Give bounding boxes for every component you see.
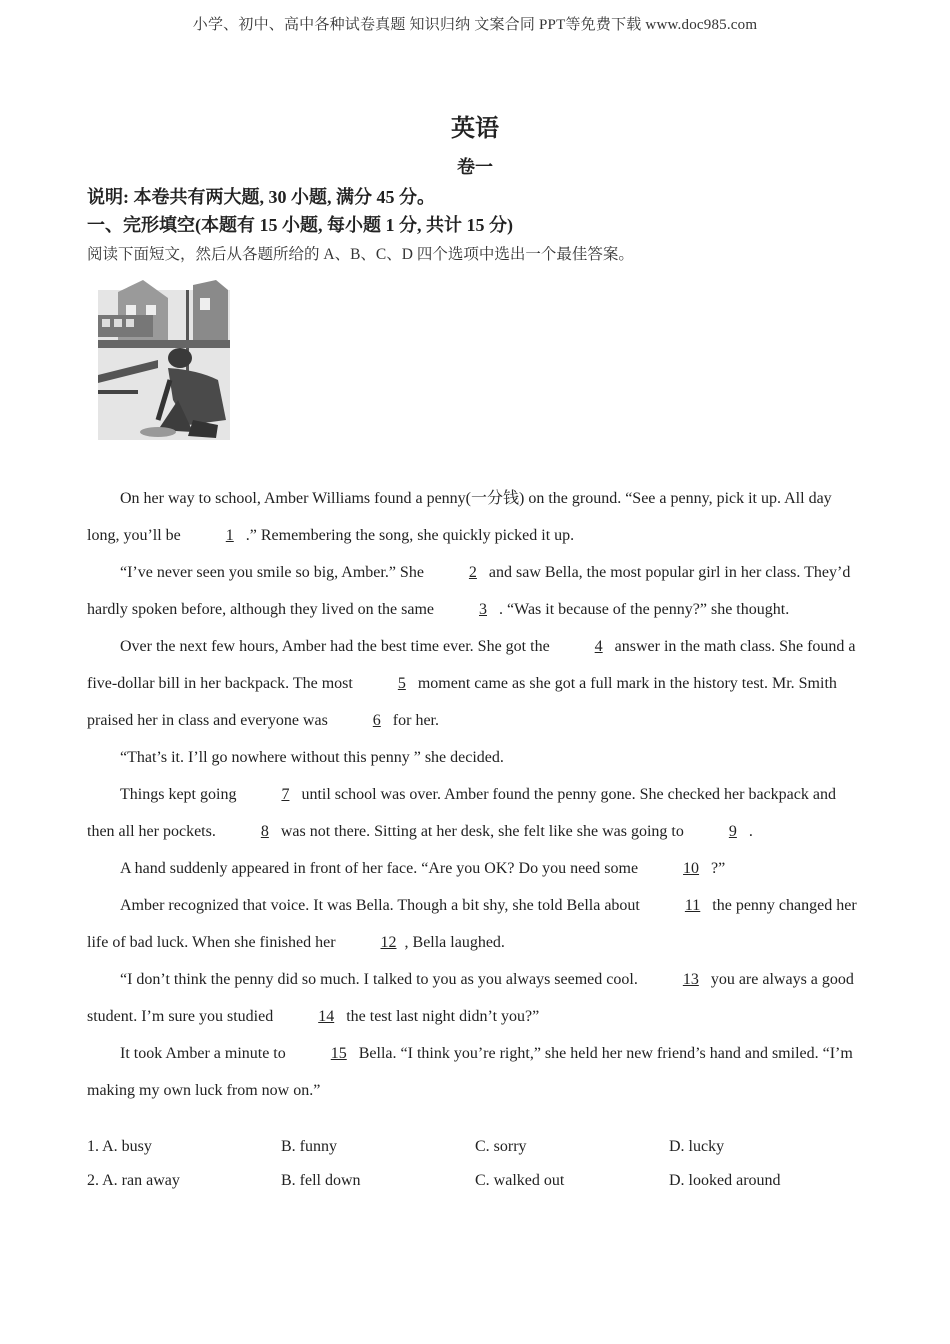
task-instruction: 阅读下面短文，然后从各题所给的 A、B、C、D 四个选项中选出一个最佳答案。 — [87, 246, 634, 263]
paragraph-7 — [87, 887, 857, 961]
text: Amber recognized that voice. It was Bella. Though a bit shy, she told Bella about — [120, 897, 644, 914]
option-2d: D. looked around — [669, 1172, 781, 1189]
text: ?” — [707, 860, 726, 877]
text: . — [744, 823, 753, 840]
paragraph-8 — [87, 961, 857, 1035]
cloze-passage — [87, 480, 857, 1109]
blank-3: 3 — [479, 601, 488, 618]
text: answer in the math class. She found a five-dollar bill in her backpack. The most — [87, 638, 856, 692]
question-2-options — [87, 1164, 867, 1198]
paragraph-6 — [87, 850, 857, 887]
option-1d: D. lucky — [669, 1138, 725, 1155]
blank-14: 14 — [318, 1008, 335, 1025]
text: “I don’t think the penny did so much. I talked to you as you always seemed cool. — [120, 971, 642, 988]
section-volume-title: 卷一 — [457, 157, 493, 177]
page-header: 小学、初中、高中各种试卷真题 知识归纳 文案合同 PPT等免费下载 www.doc985.com — [192, 17, 758, 33]
blank-2: 2 — [468, 564, 477, 581]
illustration-girl-picking-penny — [98, 280, 230, 446]
instructions-note: 说明: 本卷共有两大题, 30 小题, 满分 45 分。 — [87, 187, 435, 207]
paragraph-4: “That’s it. I’ll go nowhere without this penny ” she decided. — [120, 749, 504, 766]
text: until school was over. Amber found the penny gone. She checked her backpack and then all her pockets. — [87, 786, 836, 840]
text: the penny changed her life of bad luck. When she finished her — [87, 897, 857, 951]
text: and saw Bella, the most popular girl in her class. They’d hardly spoken before, although they lived on the same — [87, 564, 851, 618]
option-2c: C. walked out — [475, 1172, 565, 1189]
blank-9: 9 — [728, 823, 737, 840]
section-heading: 一、完形填空(本题有 15 小题, 每小题 1 分, 共计 15 分) — [87, 215, 513, 235]
blank-6: 6 — [372, 712, 381, 729]
text: .” Remembering the song, she quickly picked it up. — [241, 527, 575, 544]
blank-1: 1 — [225, 527, 234, 544]
text: It took Amber a minute to — [120, 1045, 290, 1062]
blank-7: 7 — [281, 786, 290, 803]
blank-4: 4 — [594, 638, 603, 655]
text: was not there. Sitting at her desk, she felt like she was going to — [276, 823, 688, 840]
option-1b: B. funny — [281, 1138, 337, 1155]
text: you are always a good student. I’m sure you studied — [87, 971, 854, 1025]
blank-15: 15 — [330, 1045, 347, 1062]
paragraph-1 — [87, 480, 857, 554]
text: Bella. “I think you’re right,” she held her new friend’s hand and smiled. “I’m making my own luck from now on.” — [87, 1045, 853, 1099]
paragraph-9 — [87, 1035, 857, 1109]
paragraph-2 — [87, 554, 857, 628]
text: Over the next few hours, Amber had the best time ever. She got the — [120, 638, 554, 655]
answer-options — [87, 1130, 867, 1198]
text: “I’ve never seen you smile so big, Amber.” She — [120, 564, 428, 581]
blank-11: 11 — [684, 897, 701, 914]
option-2a: 2. A. ran away — [87, 1172, 180, 1189]
blank-13: 13 — [682, 971, 699, 988]
paragraph-5 — [87, 776, 857, 850]
blank-5: 5 — [397, 675, 406, 692]
text: the test last night didn’t you?” — [342, 1008, 540, 1025]
option-1c: C. sorry — [475, 1138, 527, 1155]
text: , Bella laughed. — [404, 934, 505, 951]
question-1-options — [87, 1130, 867, 1164]
option-2b: B. fell down — [281, 1172, 361, 1189]
text: On her way to school, Amber Williams found a penny(一分钱) on the ground. “See a penny, pick it up. All day long, you’ll be — [87, 490, 832, 544]
blank-8: 8 — [260, 823, 269, 840]
option-1a: 1. A. busy — [87, 1138, 152, 1155]
page-title: 英语 — [451, 116, 499, 142]
text: . “Was it because of the penny?” she thought. — [495, 601, 790, 618]
text: moment came as she got a full mark in the history test. Mr. Smith praised her in class and everyone was — [87, 675, 837, 729]
blank-12: 12 — [380, 934, 397, 951]
blank-10: 10 — [683, 860, 700, 877]
text: for her. — [388, 712, 439, 729]
paragraph-3 — [87, 628, 857, 739]
text: A hand suddenly appeared in front of her face. “Are you OK? Do you need some — [120, 860, 643, 877]
text: Things kept going — [120, 786, 241, 803]
